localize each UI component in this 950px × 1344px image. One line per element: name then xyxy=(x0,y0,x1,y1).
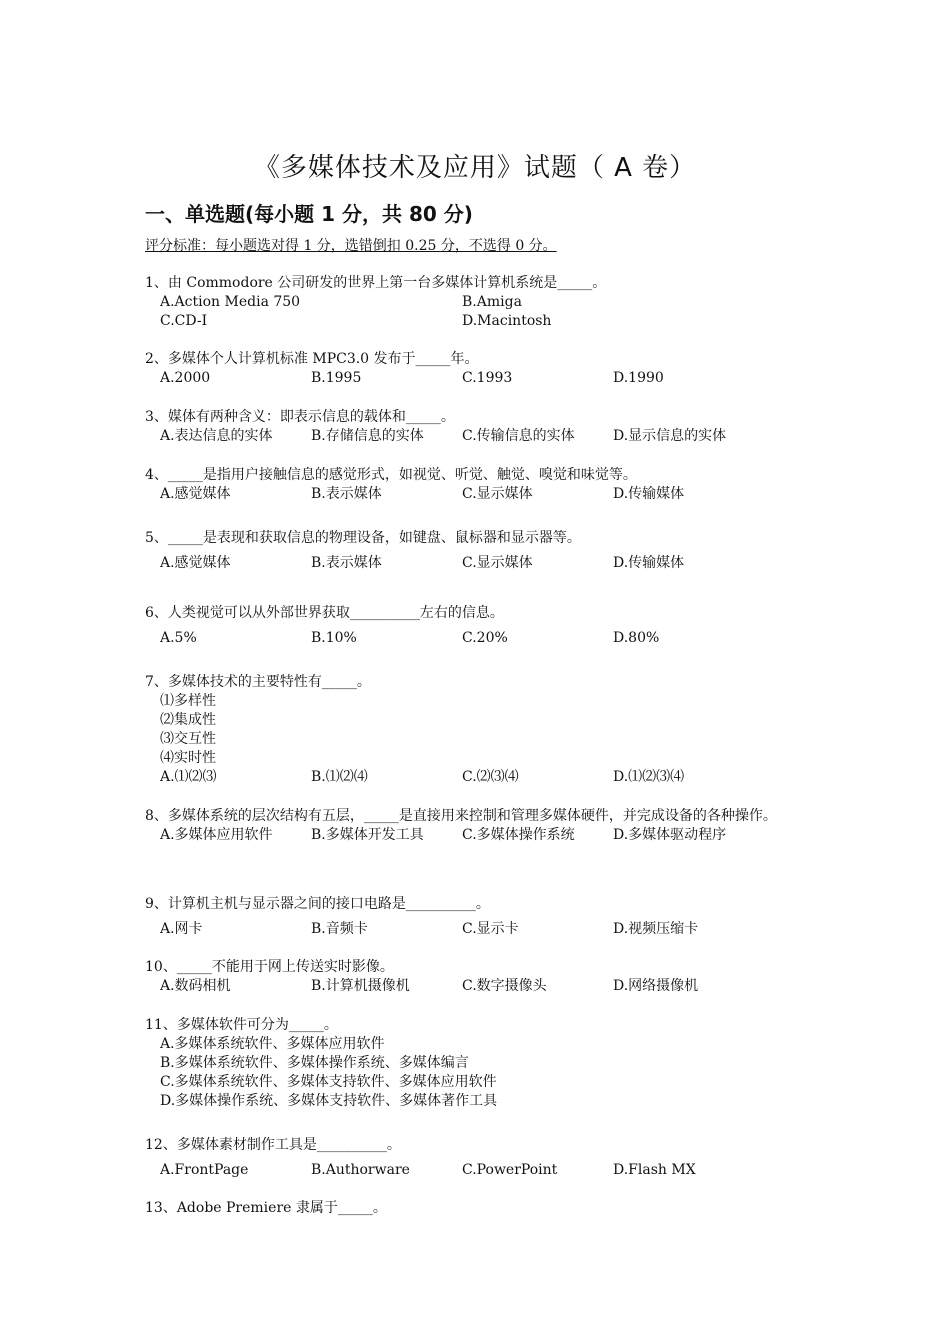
option-b: B.存储信息的实体 xyxy=(311,428,424,444)
option-a: A.网卡 xyxy=(160,921,203,937)
option-d: D.多媒体驱动程序 xyxy=(613,827,727,843)
question-1 xyxy=(145,274,825,331)
question-5 xyxy=(145,529,825,573)
option-d: D.传输媒体 xyxy=(613,486,685,502)
option-a: A.多媒体系统软件、多媒体应用软件 xyxy=(160,1036,385,1052)
option-b: B.10% xyxy=(311,630,357,646)
option-b: B.表示媒体 xyxy=(311,486,382,502)
options-row xyxy=(145,826,825,845)
question-stem: 3、媒体有两种含义：即表示信息的载体和_____。 xyxy=(145,409,455,425)
option-d: D.网络摄像机 xyxy=(613,978,699,994)
question-7 xyxy=(145,673,825,787)
option-c: C.数字摄像头 xyxy=(462,978,547,994)
question-stem: 2、多媒体个人计算机标准 MPC3.0 发布于_____年。 xyxy=(145,351,479,367)
sub-item: ⑶交互性 xyxy=(160,731,216,747)
option-a: A.感觉媒体 xyxy=(160,486,231,502)
option-b: B.多媒体开发工具 xyxy=(311,827,424,843)
question-8 xyxy=(145,807,825,845)
option-d: D.多媒体操作系统、多媒体支持软件、多媒体著作工具 xyxy=(160,1093,498,1109)
sub-item: ⑷实时性 xyxy=(160,750,216,766)
option-d: D.Macintosh xyxy=(462,313,552,329)
options-row xyxy=(145,427,825,446)
option-c: C.多媒体系统软件、多媒体支持软件、多媒体应用软件 xyxy=(160,1074,497,1090)
question-13 xyxy=(145,1199,825,1218)
sub-item: ⑵集成性 xyxy=(160,712,216,728)
question-stem: 8、多媒体系统的层次结构有五层，_____是直接用来控制和管理多媒体硬件，并完成设备的各种操作。 xyxy=(145,808,777,824)
option-a: A.数码相机 xyxy=(160,978,231,994)
option-b: B.Authorware xyxy=(311,1162,410,1178)
scoring-criteria: 评分标准：每小题选对得 1 分，选错倒扣 0.25 分，不选得 0 分。 xyxy=(145,238,557,254)
options-row xyxy=(145,768,825,787)
option-c: C.1993 xyxy=(462,370,513,386)
question-9 xyxy=(145,895,825,939)
question-6 xyxy=(145,604,825,648)
question-10 xyxy=(145,958,825,996)
option-a: A.表达信息的实体 xyxy=(160,428,273,444)
option-d: D.视频压缩卡 xyxy=(613,921,699,937)
options-row xyxy=(145,977,825,996)
option-c: C.PowerPoint xyxy=(462,1162,558,1178)
question-stem: 5、_____是表现和获取信息的物理设备，如键盘、鼠标器和显示器等。 xyxy=(145,530,581,546)
question-stem: 9、计算机主机与显示器之间的接口电路是__________。 xyxy=(145,896,490,912)
question-stem: 11、多媒体软件可分为_____。 xyxy=(145,1017,338,1033)
option-a: A.2000 xyxy=(160,370,211,386)
option-b: B.音频卡 xyxy=(311,921,368,937)
question-3 xyxy=(145,408,825,446)
option-d: D.Flash MX xyxy=(613,1162,696,1178)
option-d: D.1990 xyxy=(613,370,664,386)
option-b: B.Amiga xyxy=(462,294,522,310)
question-stem: 12、多媒体素材制作工具是__________。 xyxy=(145,1137,401,1153)
question-11 xyxy=(145,1016,825,1111)
question-12 xyxy=(145,1136,825,1180)
option-d: D.传输媒体 xyxy=(613,555,685,571)
option-a: A.感觉媒体 xyxy=(160,555,231,571)
option-d: D.80% xyxy=(613,630,660,646)
question-stem: 1、由 Commodore 公司研发的世界上第一台多媒体计算机系统是_____。 xyxy=(145,275,607,291)
options-row xyxy=(145,554,825,573)
options-row xyxy=(145,1161,825,1180)
option-c: C.传输信息的实体 xyxy=(462,428,575,444)
option-a: A.多媒体应用软件 xyxy=(160,827,273,843)
question-stem: 7、多媒体技术的主要特性有_____。 xyxy=(145,674,371,690)
question-stem: 13、Adobe Premiere 隶属于_____。 xyxy=(145,1200,387,1216)
option-c: C.⑵⑶⑷ xyxy=(462,769,519,785)
options-row xyxy=(145,920,825,939)
options-row xyxy=(145,293,825,312)
option-c: C.显示卡 xyxy=(462,921,519,937)
option-d: D.显示信息的实体 xyxy=(613,428,727,444)
options-row xyxy=(145,485,825,504)
option-d: D.⑴⑵⑶⑷ xyxy=(613,769,685,785)
option-a: A.Action Media 750 xyxy=(160,294,301,310)
section-heading: 一、单选题(每小题 1 分，共 80 分) xyxy=(145,202,473,226)
option-b: B.⑴⑵⑷ xyxy=(311,769,368,785)
question-stem: 10、_____不能用于网上传送实时影像。 xyxy=(145,959,394,975)
question-4 xyxy=(145,466,825,504)
sub-item: ⑴多样性 xyxy=(160,693,216,709)
option-c: C.20% xyxy=(462,630,508,646)
option-a: A.5% xyxy=(160,630,197,646)
option-c: C.显示媒体 xyxy=(462,555,533,571)
options-row xyxy=(145,369,825,388)
options-row xyxy=(145,312,825,331)
option-c: C.CD-I xyxy=(160,313,208,329)
options-row xyxy=(145,629,825,648)
question-2 xyxy=(145,350,825,388)
question-stem: 6、人类视觉可以从外部世界获取__________左右的信息。 xyxy=(145,605,504,621)
option-a: A.⑴⑵⑶ xyxy=(160,769,217,785)
option-a: A.FrontPage xyxy=(160,1162,249,1178)
question-stem: 4、_____是指用户接触信息的感觉形式，如视觉、听觉、触觉、嗅觉和味觉等。 xyxy=(145,467,637,483)
option-b: B.多媒体系统软件、多媒体操作系统、多媒体编言 xyxy=(160,1055,469,1071)
option-b: B.计算机摄像机 xyxy=(311,978,410,994)
option-b: B.表示媒体 xyxy=(311,555,382,571)
option-b: B.1995 xyxy=(311,370,362,386)
option-c: C.多媒体操作系统 xyxy=(462,827,575,843)
exam-title: 《多媒体技术及应用》试题（ A 卷） xyxy=(253,153,697,183)
option-c: C.显示媒体 xyxy=(462,486,533,502)
